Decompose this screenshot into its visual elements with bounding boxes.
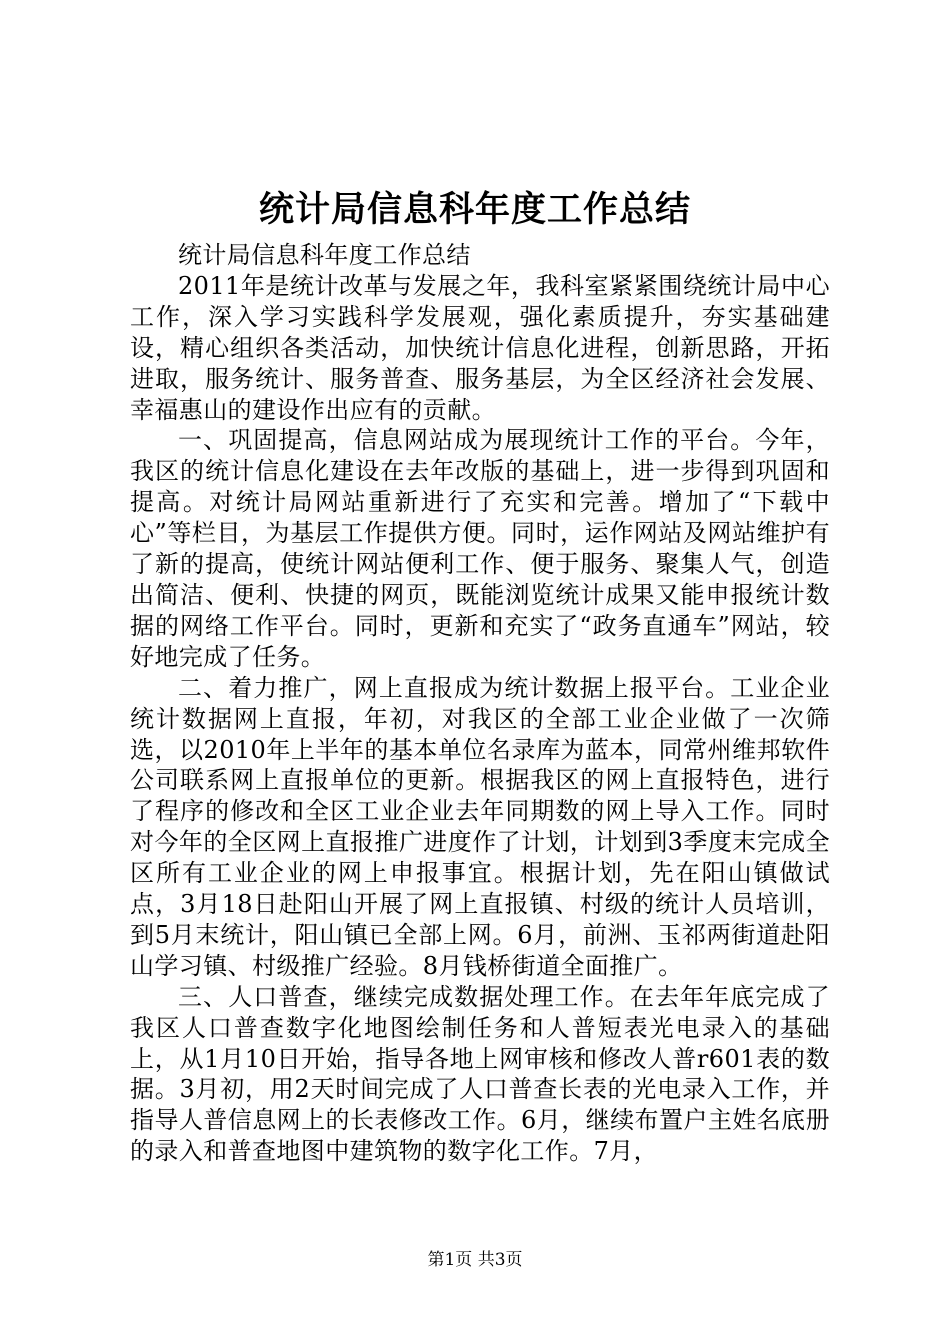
document-body [130,240,830,1167]
paragraph: 一、巩固提高，信息网站成为展现统计工作的平台。今年，我区的统计信息化建设在去年改版的基础上，进一步得到巩固和提高。对统计局网站重新进行了充实和完善。增加了“下载中心”等栏目，为基层工作提供方便。同时，运作网站及网站维护有了新的提高，使统计网站便利工作、便于服务、聚集人气，创造出简洁、便利、快捷的网页，既能浏览统计成果又能申报统计数据的网络工作平台。同时，更新和充实了“政务直通车”网站，较好地完成了任务。 [130,426,830,671]
paragraph: 三、人口普查，继续完成数据处理工作。在去年年底完成了我区人口普查数字化地图绘制任务和人普短表光电录入的基础上，从1月10日开始，指导各地上网审核和修改人普r601表的数据。3月初，用2天时间完成了人口普查长表的光电录入工作，并指导人普信息网上的长表修改工作。6月，继续布置户主姓名底册的录入和普查地图中建筑物的数字化工作。7月， [130,982,830,1166]
paragraph: 2011年是统计改革与发展之年，我科室紧紧围绕统计局中心工作，深入学习实践科学发展观，强化素质提升，夯实基础建设，精心组织各类活动，加快统计信息化进程，创新思路，开拓进取，服务统计、服务普查、服务基层，为全区经济社会发展、幸福惠山的建设作出应有的贡献。 [130,271,830,424]
document-title: 统计局信息科年度工作总结 [258,189,691,230]
page-number-footer: 第1页 共3页 [427,1250,523,1270]
paragraph: 二、着力推广，网上直报成为统计数据上报平台。工业企业统计数据网上直报，年初，对我区的全部工业企业做了一次筛选，以2010年上半年的基本单位名录库为蓝本，同常州维邦软件公司联系网上直报单位的更新。根据我区的网上直报特色，进行了程序的修改和全区工业企业去年同期数的网上导入工作。同时对今年的全区网上直报推广进度作了计划，计划到3季度末完成全区所有工业企业的网上申报事宜。根据计划，先在阳山镇做试点，3月18日赴阳山开展了网上直报镇、村级的统计人员培训，到5月末统计，阳山镇已全部上网。6月，前洲、玉祁两街道赴阳山学习镇、村级推广经验。8月钱桥街道全面推广。 [130,673,830,980]
paragraph: 统计局信息科年度工作总结 [178,241,471,269]
